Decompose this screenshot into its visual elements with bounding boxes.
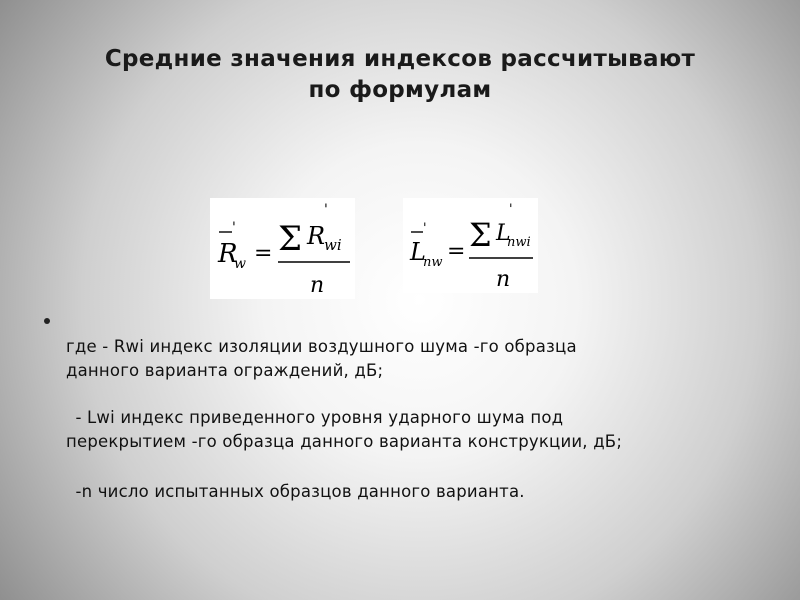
formula-rw-num-sub: wi [324,236,342,254]
definition-line: где - Rwi индекс изоляции воздушного шума -го образца [66,337,577,356]
definition-line: данного варианта ограждений, дБ; [66,361,384,380]
formula-rw-lhs-sub: w [234,256,246,272]
formula-rw-num-prime: ' [324,202,328,218]
formula-rw-lhs: R [218,239,238,269]
formula-lnw-eq: = [447,239,466,264]
definition-n [66,480,766,504]
definition-line: перекрытием -го образца данного варианта конструкции, дБ; [66,432,623,451]
formula-lnw-num-sub: nwi [507,235,531,250]
formula-lnw-lhs-sub: nw [423,255,443,270]
formula-lnw-num-prime: ' [509,202,513,217]
title-line: по формулам [308,77,492,103]
formula-rw-num: R [307,222,326,250]
definition-line: - Lwi индекс приведенного уровня ударного шума под [70,408,564,427]
formula-lnw-den: n [496,267,511,292]
bullet-dot [44,318,50,324]
formula-rw-den: n [310,273,325,298]
formula-rw-prime: ' [232,220,236,236]
formula-rw [210,198,355,299]
formula-lnw-prime: ' [423,221,427,236]
formula-lnw-sum: Σ [469,216,492,254]
definition-rwi [66,335,766,383]
slide-title [40,44,760,106]
formula-rw-eq: = [254,241,273,266]
definition-line: -n число испытанных образцов данного варианта. [70,482,525,501]
definition-lwi [66,406,766,454]
formula-lnw [403,198,538,293]
title-line: Средние значения индексов рассчитывают [104,46,696,72]
formula-rw-sum: Σ [278,219,303,259]
formula-lnw-lhs: L [410,238,426,266]
formula-lnw-num: L [496,221,511,246]
